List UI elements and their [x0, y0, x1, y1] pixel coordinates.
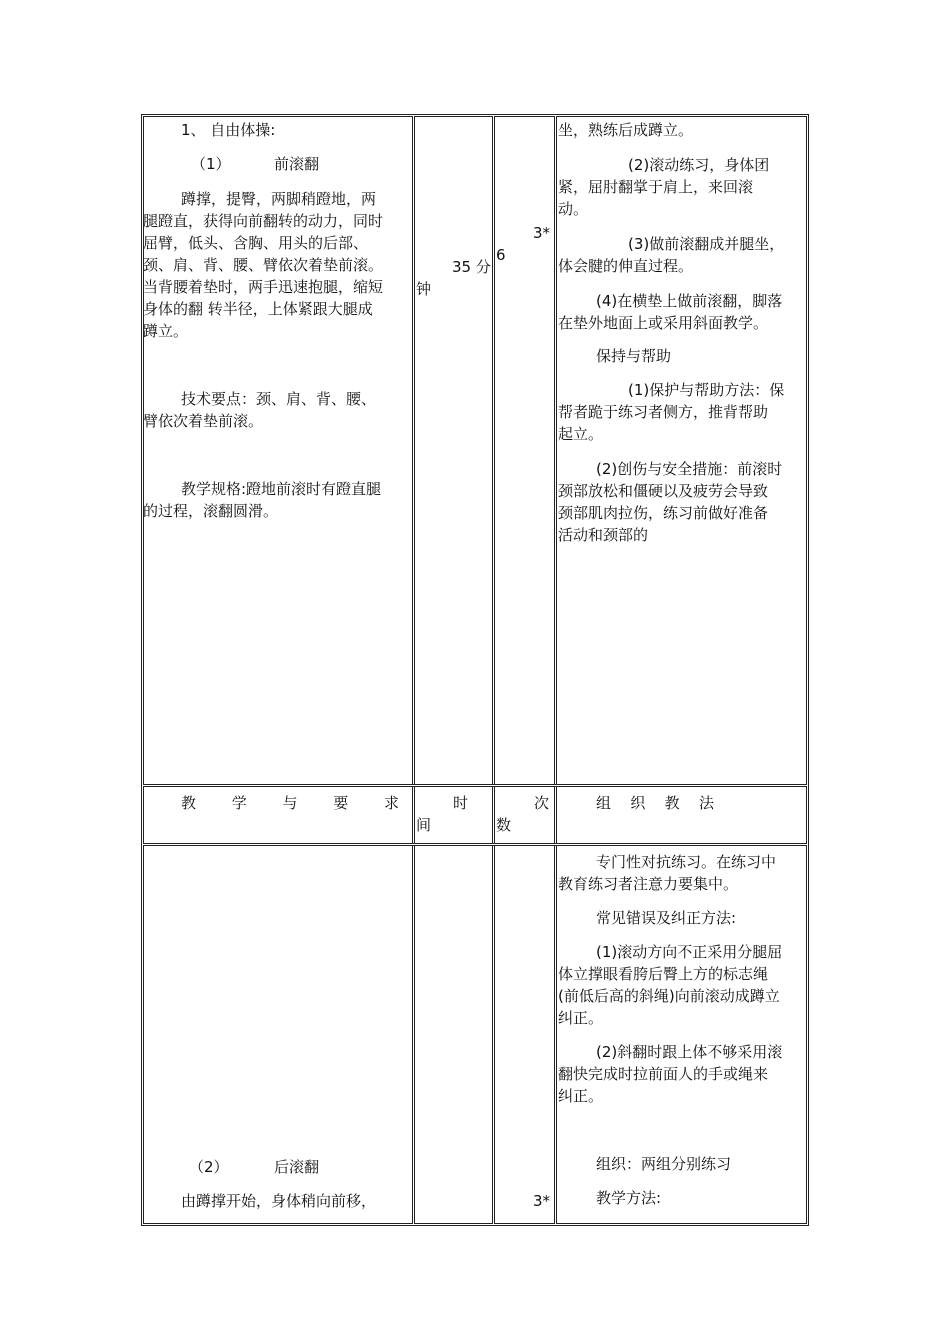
item-name: 前滚翻	[274, 155, 320, 173]
method-line: 颈部肌肉拉伤，练习前做好准备	[558, 504, 769, 522]
item2-description: 由蹲撑开始，身体稍向前移，	[181, 1192, 377, 1210]
desc-line: 颈、肩、背、腰、臂依次着垫前滚。	[143, 256, 384, 274]
method-line: (4)在横垫上做前滚翻，脚落	[596, 292, 783, 310]
header-char: 教	[181, 794, 197, 812]
header-char: 求	[383, 794, 399, 812]
column-divider-3	[554, 116, 557, 1224]
method-line: (2)斜翻时跟上体不够采用滚	[596, 1043, 783, 1061]
method-line: 翻快完成时拉前面人的手或绳来	[558, 1065, 769, 1083]
method-line: 保持与帮助	[596, 347, 672, 365]
method-line: 组织：两组分别练习	[596, 1155, 732, 1173]
item2-number: （2）	[189, 1158, 229, 1176]
header-char: 要	[333, 794, 349, 812]
header-time-b: 间	[416, 816, 432, 834]
section-heading: 1、 自由体操:	[181, 121, 276, 139]
desc-line: 腿蹬直，获得向前翻转的动力，同时	[143, 212, 384, 230]
desc-line: 屈臂，低头、含胸、用头的后部、	[143, 234, 369, 252]
item-number: （1）	[191, 155, 231, 173]
method-line: 在垫外地面上或采用斜面教学。	[558, 314, 769, 332]
item2-name: 后滚翻	[274, 1158, 320, 1176]
standard-line: 的过程，滚翻圆滑。	[143, 502, 279, 520]
method-line: 体立撑眼看胯后臀上方的标志绳	[558, 965, 769, 983]
method-line: 活动和颈部的	[558, 526, 649, 544]
method-line: 紧，屈肘翻掌于肩上，来回滚	[558, 178, 754, 196]
header-char: 与	[282, 794, 298, 812]
header-teaching-requirements	[181, 792, 399, 814]
desc-line: 当背腰着垫时，两手迅速抱腿，缩短	[143, 278, 384, 296]
header-char: 织	[630, 794, 646, 812]
method-line: 纠正。	[558, 1087, 604, 1105]
desc-line: 蹲立。	[143, 322, 189, 340]
method-line: 纠正。	[558, 1009, 604, 1027]
desc-line: 蹲撑，提臀，两脚稍蹬地，两	[181, 190, 377, 208]
header-char: 组	[596, 794, 612, 812]
method-line: (2)滚动练习，身体团	[628, 156, 770, 174]
method-line: (前低后高的斜绳)向前滚动成蹲立	[558, 987, 780, 1005]
time-value: 35 分	[452, 258, 491, 276]
method-line: 体会腱的伸直过程。	[558, 257, 694, 275]
header-char: 法	[698, 794, 714, 812]
method-line: (1)保护与帮助方法：保	[628, 381, 785, 399]
method-line: 教学方法:	[596, 1189, 662, 1207]
method-line: (3)做前滚翻成并腿坐，	[628, 235, 785, 253]
method-line: (2)创伤与安全措施：前滚时	[596, 460, 783, 478]
method-line: 常见错误及纠正方法:	[596, 909, 737, 927]
count-value: 3*	[533, 224, 551, 242]
item2-count: 3*	[533, 1192, 551, 1210]
header-organization-method	[596, 792, 714, 814]
key-point-line: 技术要点：颈、肩、背、腰、	[181, 390, 377, 408]
time-suffix: 钟	[416, 280, 432, 298]
standard-line: 教学规格:蹬地前滚时有蹬直腿	[181, 480, 382, 498]
method-line: 教育练习者注意力要集中。	[558, 875, 739, 893]
count-suffix: 6	[496, 246, 506, 264]
method-line: 帮者跪于练习者侧方，推背帮助	[558, 403, 769, 421]
method-line: 起立。	[558, 425, 604, 443]
method-line: 专门性对抗练习。在练习中	[596, 853, 777, 871]
header-char: 教	[664, 794, 680, 812]
desc-line: 身体的翻 转半径，上体紧跟大腿成	[143, 300, 373, 318]
column-divider-2	[492, 116, 495, 1224]
header-char: 学	[231, 794, 247, 812]
method-line: (1)滚动方向不正采用分腿屈	[596, 943, 783, 961]
header-count-b: 数	[496, 816, 512, 834]
method-line: 坐，熟练后成蹲立。	[558, 121, 694, 139]
column-divider-1	[412, 116, 415, 1224]
header-count-a: 次	[534, 794, 550, 812]
method-line: 动。	[558, 200, 589, 218]
header-time-a: 时	[453, 794, 469, 812]
key-point-line: 臂依次着垫前滚。	[143, 412, 264, 430]
row-divider-2	[143, 843, 807, 846]
method-line: 颈部放松和僵硬以及疲劳会导致	[558, 482, 769, 500]
row-divider-1	[143, 784, 807, 787]
